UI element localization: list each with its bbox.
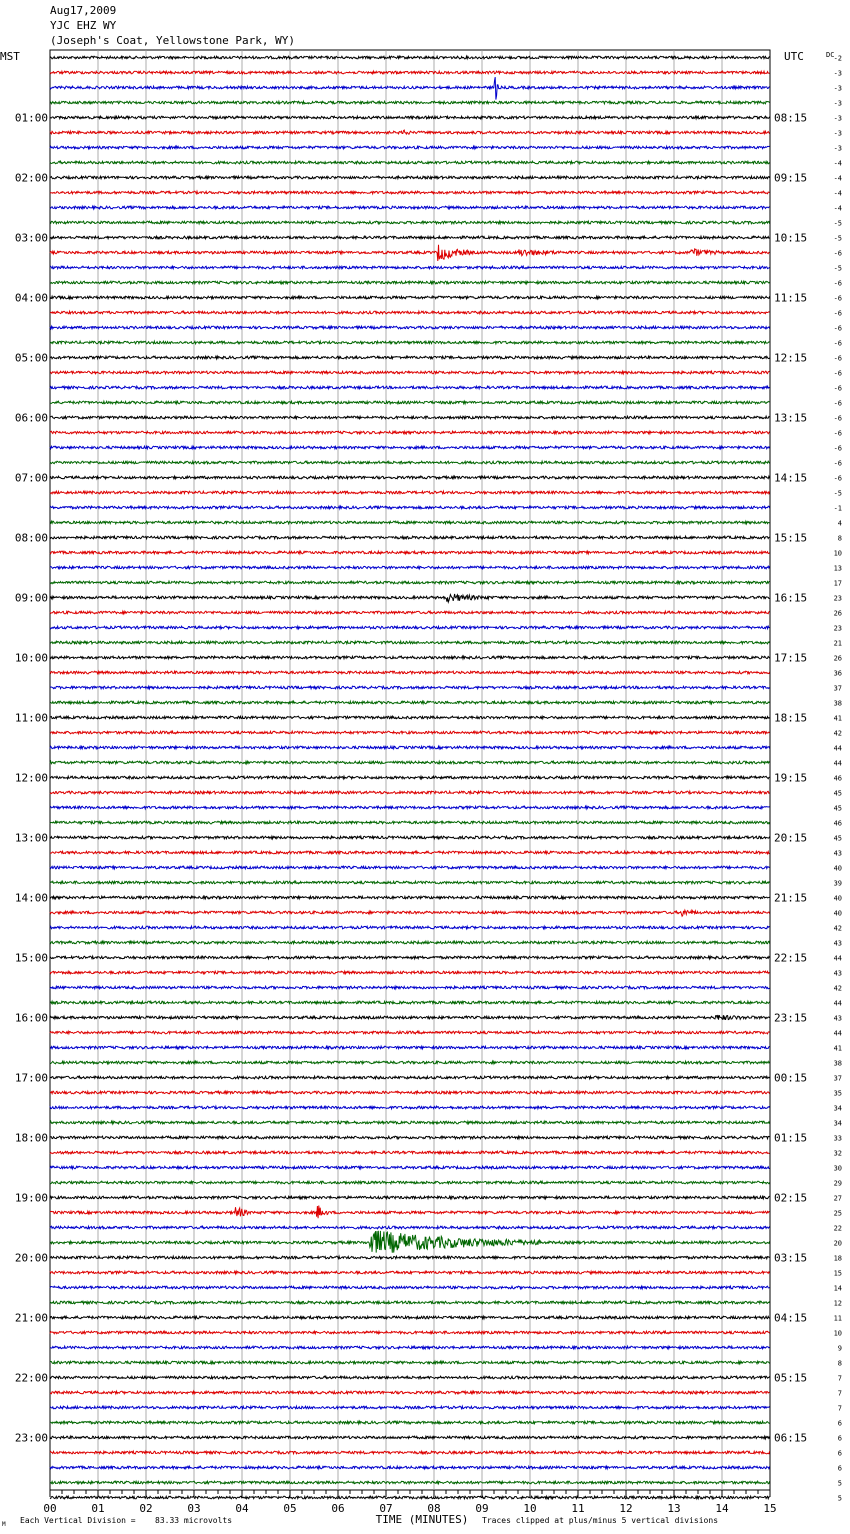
trace-row	[50, 191, 770, 194]
dc-offset-label: 35	[833, 1089, 842, 1098]
trace-row	[50, 491, 770, 494]
trace-row	[50, 1286, 770, 1289]
x-tick-label: 14	[715, 1502, 729, 1515]
trace-row	[50, 1481, 770, 1484]
utc-hour-label: 14:15	[774, 471, 808, 485]
trace-row	[50, 536, 770, 539]
trace-row	[50, 326, 770, 329]
mst-hour-label: 13:00	[14, 831, 48, 845]
trace-row	[50, 1091, 770, 1094]
dc-offset-label: -2	[833, 54, 842, 63]
trace-row	[50, 686, 770, 689]
mst-hour-label: 17:00	[14, 1071, 48, 1085]
dc-offset-label: -3	[833, 129, 842, 138]
x-tick-label: 02	[139, 1502, 153, 1515]
dc-offset-label: -4	[833, 159, 842, 168]
dc-offset-label: 40	[833, 864, 842, 873]
dc-offset-label: -5	[833, 489, 842, 498]
dc-offset-label: 26	[833, 654, 842, 663]
trace-row	[50, 1346, 770, 1349]
dc-offset-label: 30	[833, 1164, 842, 1173]
dc-offset-label: -5	[833, 219, 842, 228]
trace-row	[50, 611, 770, 614]
trace-row	[50, 806, 770, 809]
dc-offset-label: 38	[833, 699, 842, 708]
dc-offset-label: -6	[833, 279, 842, 288]
utc-hour-label: 16:15	[774, 591, 808, 605]
trace-row	[50, 506, 770, 509]
x-tick-label: 13	[667, 1502, 681, 1515]
x-tick-label: 10	[523, 1502, 537, 1515]
station-label: YJC EHZ WY	[50, 19, 117, 32]
footer-division-value: 83.33 microvolts	[155, 1516, 233, 1525]
dc-offset-label: 7	[837, 1389, 842, 1398]
trace-row	[50, 851, 770, 854]
trace-row	[50, 1466, 770, 1469]
trace-row	[50, 1015, 770, 1020]
dc-offset-label: 43	[833, 1014, 842, 1023]
trace-row	[50, 971, 770, 974]
x-tick-label: 07	[379, 1502, 393, 1515]
dc-offset-label: -3	[833, 84, 842, 93]
trace-row	[50, 1391, 770, 1394]
dc-offset-label: 44	[833, 1029, 842, 1038]
trace-row	[50, 716, 770, 719]
trace-row	[50, 1166, 770, 1169]
dc-offset-label: 6	[837, 1449, 842, 1458]
dc-offset-label: 41	[833, 714, 842, 723]
dc-offset-label: 42	[833, 924, 842, 933]
trace-row	[50, 791, 770, 794]
trace-row	[50, 221, 770, 224]
x-tick-label: 12	[619, 1502, 633, 1515]
trace-row	[50, 356, 770, 359]
utc-hour-label: 18:15	[774, 711, 808, 725]
dc-offset-label: -5	[833, 264, 842, 273]
trace-row	[50, 941, 770, 944]
dc-offset-label: -4	[833, 204, 842, 213]
x-tick-label: 11	[571, 1502, 585, 1515]
dc-offset-label: 43	[833, 969, 842, 978]
dc-offset-label: 34	[833, 1119, 842, 1128]
trace-row	[50, 1031, 770, 1034]
trace-row	[50, 881, 770, 884]
dc-offset-label: -1	[833, 504, 842, 513]
mst-hour-label: 09:00	[14, 591, 48, 605]
dc-offset-label: -4	[833, 189, 842, 198]
mst-hour-label: 02:00	[14, 171, 48, 185]
x-tick-label: 01	[91, 1502, 105, 1515]
dc-offset-label: 43	[833, 849, 842, 858]
mst-hour-label: 16:00	[14, 1011, 48, 1025]
trace-row	[50, 266, 770, 269]
x-tick-label: 08	[427, 1502, 441, 1515]
dc-offset-label: 33	[833, 1134, 842, 1143]
mst-hour-label: 08:00	[14, 531, 48, 545]
trace-row	[50, 1061, 770, 1064]
dc-offset-label: 34	[833, 1104, 842, 1113]
mst-hour-label: 10:00	[14, 651, 48, 665]
trace-row	[50, 161, 770, 164]
dc-offset-label: 20	[833, 1239, 842, 1248]
dc-offset-label: 13	[833, 564, 842, 573]
mst-hour-label: 20:00	[14, 1251, 48, 1265]
dc-offset-label: -6	[833, 369, 842, 378]
trace-row	[50, 594, 770, 602]
dc-offset-label: 32	[833, 1149, 842, 1158]
trace-row	[50, 1121, 770, 1124]
trace-row	[50, 281, 770, 284]
utc-hour-label: 19:15	[774, 771, 808, 785]
trace-row	[50, 176, 770, 179]
mst-hour-label: 12:00	[14, 771, 48, 785]
trace-row	[50, 656, 770, 659]
dc-offset-label: 25	[833, 1209, 842, 1218]
dc-offset-label: 11	[833, 1314, 842, 1323]
trace-row	[50, 245, 770, 261]
dc-offset-label: 14	[833, 1284, 842, 1293]
dc-offset-label: 8	[837, 534, 842, 543]
trace-row	[50, 446, 770, 449]
dc-offset-label: 15	[833, 1269, 842, 1278]
utc-hour-label: 00:15	[774, 1071, 808, 1085]
trace-row	[50, 1376, 770, 1379]
trace-row	[50, 1046, 770, 1049]
trace-row	[50, 581, 770, 584]
mst-hour-label: 07:00	[14, 471, 48, 485]
utc-hour-label: 11:15	[774, 291, 808, 305]
utc-header: UTC	[784, 50, 804, 63]
utc-hour-label: 17:15	[774, 651, 808, 665]
trace-row	[50, 566, 770, 569]
utc-hour-label: 21:15	[774, 891, 808, 905]
dc-offset-label: 23	[833, 624, 842, 633]
dc-offset-label: 7	[837, 1404, 842, 1413]
trace-row	[50, 56, 770, 59]
trace-row	[50, 1451, 770, 1454]
mst-header: MST	[0, 50, 20, 63]
dc-offset-label: 43	[833, 939, 842, 948]
trace-row	[50, 626, 770, 629]
dc-offset-label: 27	[833, 1194, 842, 1203]
trace-row	[50, 910, 770, 916]
utc-hour-label: 05:15	[774, 1371, 808, 1385]
dc-offset-label: 39	[833, 879, 842, 888]
dc-offset-label: -6	[833, 384, 842, 393]
dc-offset-label: -3	[833, 69, 842, 78]
dc-offset-label: -4	[833, 174, 842, 183]
dc-offset-label: 29	[833, 1179, 842, 1188]
mst-hour-label: 06:00	[14, 411, 48, 425]
dc-offset-label: 10	[833, 549, 842, 558]
dc-offset-label: 18	[833, 1254, 842, 1263]
dc-offset-label: -6	[833, 429, 842, 438]
trace-row	[50, 341, 770, 344]
trace-row	[50, 1256, 770, 1259]
dc-offset-label: 44	[833, 759, 842, 768]
dc-offset-label: 22	[833, 1224, 842, 1233]
location-label: (Joseph's Coat, Yellowstone Park, WY)	[50, 34, 296, 47]
trace-row	[50, 1316, 770, 1319]
trace-row	[50, 1231, 770, 1253]
trace-row	[50, 1271, 770, 1274]
mst-hour-label: 01:00	[14, 111, 48, 125]
dc-offset-label: 40	[833, 909, 842, 918]
dc-offset-label: 37	[833, 684, 842, 693]
trace-row	[50, 416, 770, 419]
dc-offset-label: 6	[837, 1419, 842, 1428]
mst-hour-label: 15:00	[14, 951, 48, 965]
mst-hour-label: 11:00	[14, 711, 48, 725]
trace-row	[50, 1301, 770, 1304]
utc-hour-label: 02:15	[774, 1191, 808, 1205]
trace-row	[50, 461, 770, 464]
dc-offset-label: 44	[833, 954, 842, 963]
dc-offset-label: -5	[833, 234, 842, 243]
dc-offset-label: -6	[833, 324, 842, 333]
mst-hour-label: 03:00	[14, 231, 48, 245]
trace-row	[50, 1136, 770, 1139]
dc-offset-label: 46	[833, 819, 842, 828]
trace-row	[50, 761, 770, 764]
utc-hour-label: 22:15	[774, 951, 808, 965]
dc-offset-label: 37	[833, 1074, 842, 1083]
dc-offset-label: -6	[833, 399, 842, 408]
dc-offset-label: 6	[837, 1434, 842, 1443]
utc-hour-label: 04:15	[774, 1311, 808, 1325]
dc-offset-label: 10	[833, 1329, 842, 1338]
trace-row	[50, 731, 770, 734]
dc-offset-label: 7	[837, 1374, 842, 1383]
x-tick-label: 06	[331, 1502, 345, 1515]
trace-row	[50, 1076, 770, 1079]
trace-row	[50, 701, 770, 704]
trace-row	[50, 130, 770, 134]
trace-row	[50, 926, 770, 929]
x-tick-label: 00	[43, 1502, 57, 1515]
utc-hour-label: 12:15	[774, 351, 808, 365]
dc-offset-label: 45	[833, 789, 842, 798]
trace-row	[50, 896, 770, 899]
trace-row	[50, 401, 770, 404]
mst-hour-label: 22:00	[14, 1371, 48, 1385]
trace-row	[50, 986, 770, 989]
trace-row	[50, 1436, 770, 1439]
x-tick-label: 15	[763, 1502, 777, 1515]
x-tick-label: 09	[475, 1502, 489, 1515]
trace-row	[50, 1421, 770, 1424]
mst-hour-label: 18:00	[14, 1131, 48, 1145]
utc-hour-label: 13:15	[774, 411, 808, 425]
dc-offset-label: 44	[833, 999, 842, 1008]
dc-offset-label: 12	[833, 1299, 842, 1308]
dc-offset-label: -6	[833, 354, 842, 363]
utc-hour-label: 09:15	[774, 171, 808, 185]
trace-row	[50, 236, 770, 239]
dc-offset-label: 9	[837, 1344, 842, 1353]
utc-hour-label: 10:15	[774, 231, 808, 245]
dc-offset-label: 45	[833, 834, 842, 843]
dc-offset-label: -3	[833, 99, 842, 108]
dc-offset-label: -3	[833, 144, 842, 153]
dc-offset-label: -6	[833, 339, 842, 348]
dc-offset-label: 44	[833, 744, 842, 753]
trace-row	[50, 77, 770, 100]
x-tick-label: 05	[283, 1502, 297, 1515]
dc-offset-label: 41	[833, 1044, 842, 1053]
trace-row	[50, 1001, 770, 1004]
footer-division-label: Each Vertical Division =	[20, 1516, 136, 1525]
dc-offset-label: -3	[833, 114, 842, 123]
dc-offset-label: -6	[833, 294, 842, 303]
trace-row	[50, 311, 770, 314]
utc-hour-label: 01:15	[774, 1131, 808, 1145]
dc-offset-label: -6	[833, 444, 842, 453]
dc-offset-label: 5	[837, 1494, 842, 1503]
dc-offset-label: 5	[837, 1479, 842, 1488]
utc-hour-label: 06:15	[774, 1431, 808, 1445]
dc-offset-label: 4	[837, 519, 842, 528]
mst-hour-label: 19:00	[14, 1191, 48, 1205]
trace-row	[50, 866, 770, 869]
dc-offset-label: 42	[833, 984, 842, 993]
trace-row	[50, 71, 770, 74]
dc-offset-label: -6	[833, 309, 842, 318]
dc-offset-label: 45	[833, 804, 842, 813]
dc-offset-label: 23	[833, 594, 842, 603]
utc-hour-label: 03:15	[774, 1251, 808, 1265]
mst-hour-label: 14:00	[14, 891, 48, 905]
dc-offset-label: 42	[833, 729, 842, 738]
trace-row	[50, 1406, 770, 1409]
dc-header: DC	[826, 51, 835, 59]
utc-hour-label: 15:15	[774, 531, 808, 545]
trace-row	[50, 836, 770, 839]
trace-row	[50, 1206, 770, 1219]
trace-row	[50, 821, 770, 824]
x-tick-label: 04	[235, 1502, 249, 1515]
trace-row	[50, 956, 770, 959]
trace-row	[50, 1196, 770, 1199]
dc-offset-label: 17	[833, 579, 842, 588]
utc-hour-label: 08:15	[774, 111, 808, 125]
mst-hour-label: 23:00	[14, 1431, 48, 1445]
trace-row	[50, 641, 770, 644]
dc-offset-label: -6	[833, 459, 842, 468]
dc-offset-label: 8	[837, 1359, 842, 1368]
trace-row	[50, 1106, 770, 1109]
dc-offset-label: 40	[833, 894, 842, 903]
footer-clip-note: Traces clipped at plus/minus 5 vertical divisions	[482, 1516, 719, 1525]
trace-row	[50, 746, 770, 749]
corner-mark: M	[2, 1521, 6, 1528]
dc-offset-label: 26	[833, 609, 842, 618]
dc-offset-label: 36	[833, 669, 842, 678]
trace-row	[50, 671, 770, 674]
utc-hour-label: 23:15	[774, 1011, 808, 1025]
trace-row	[50, 551, 770, 554]
x-axis-title: TIME (MINUTES)	[375, 1513, 469, 1526]
trace-row	[50, 1496, 770, 1499]
trace-row	[50, 1151, 770, 1154]
trace-row	[50, 296, 770, 299]
mst-hour-label: 04:00	[14, 291, 48, 305]
dc-offset-label: 21	[833, 639, 842, 648]
dc-offset-label: 38	[833, 1059, 842, 1068]
trace-row	[50, 386, 770, 389]
date-title: Aug17,2009	[50, 4, 117, 17]
dc-offset-label: 6	[837, 1464, 842, 1473]
trace-row	[50, 116, 770, 119]
dc-offset-label: -6	[833, 249, 842, 258]
trace-row	[50, 101, 770, 104]
utc-hour-label: 20:15	[774, 831, 808, 845]
x-tick-label: 03	[187, 1502, 201, 1515]
trace-row	[50, 1181, 770, 1184]
mst-hour-label: 05:00	[14, 351, 48, 365]
trace-row	[50, 1331, 770, 1334]
trace-row	[50, 776, 770, 779]
trace-row	[50, 146, 770, 149]
trace-row	[50, 1361, 770, 1364]
dc-offset-label: -6	[833, 474, 842, 483]
trace-row	[50, 476, 770, 479]
dc-offset-label: 46	[833, 774, 842, 783]
trace-row	[50, 371, 770, 374]
trace-row	[50, 1226, 770, 1229]
trace-row	[50, 431, 770, 434]
dc-offset-label: -6	[833, 414, 842, 423]
mst-hour-label: 21:00	[14, 1311, 48, 1325]
trace-row	[50, 521, 770, 524]
trace-row	[50, 206, 770, 209]
